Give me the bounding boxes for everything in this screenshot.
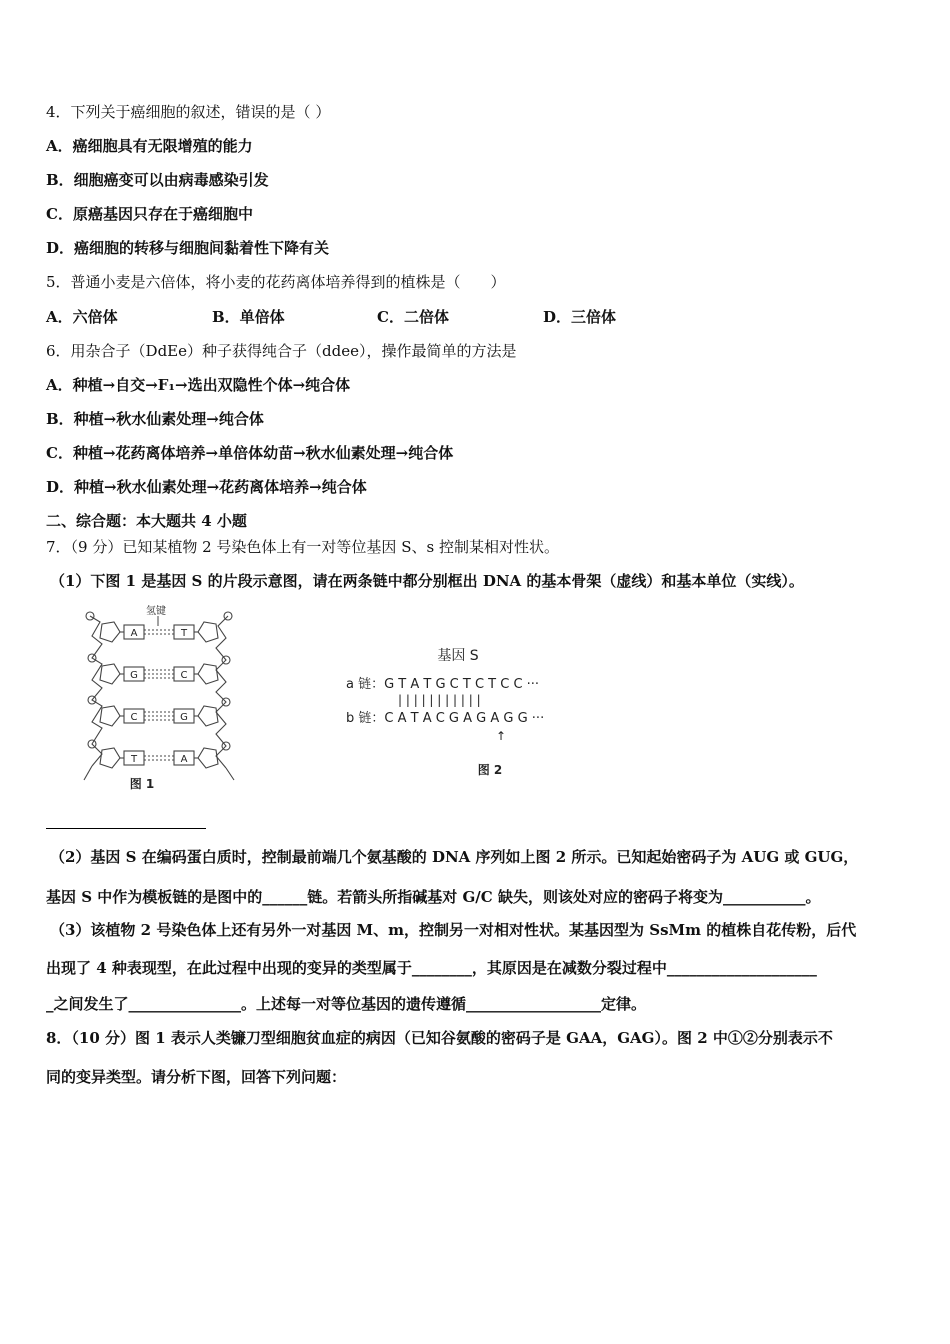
q4-option-a: A．癌细胞具有无限增殖的能力: [46, 137, 253, 155]
hydrogen-bond-label: 氢键: [146, 606, 166, 617]
dna-structure-figure: [80, 604, 240, 794]
b-chain-sequence: b 链：C A T A C G A G A G G ···: [346, 711, 545, 726]
q6-option-a: A．种植→自交→F₁→选出双隐性个体→纯合体: [46, 376, 351, 394]
a-chain-sequence: a 链：G T A T G C T C T C C ···: [346, 677, 540, 692]
base-pair-bonds: | | | | | | | | | | |: [398, 693, 481, 707]
base-label: C: [130, 712, 138, 723]
q8-line1: 8．（10 分）图 1 表示人类镰刀型细胞贫血症的病因（已知谷氨酸的密码子是 GAA，GAG）。图 2 中①②分别表示不: [46, 1029, 833, 1047]
deoxyribose-pentagon: [198, 748, 218, 768]
q5-option-a: A．六倍体: [46, 308, 118, 326]
q7-part2-line2: 基因 S 中作为模板链的是图中的______链。若箭头所指碱基对 G/C 缺失，则该处对应的密码子将变为___________。: [46, 888, 821, 906]
hydrogen-bond-lines: [144, 630, 174, 760]
base-label: A: [180, 754, 188, 765]
q4-stem: 4．下列关于癌细胞的叙述，错误的是（ ）: [46, 103, 331, 121]
base-label: C: [180, 670, 188, 681]
q6-stem: 6．用杂合子（DdEe）种子获得纯合子（ddee），操作最简单的方法是: [46, 342, 517, 360]
deoxyribose-pentagon: [198, 664, 218, 684]
divider: [46, 828, 206, 829]
figure-1-caption: 图 1: [129, 777, 155, 791]
deoxyribose-pentagon: [100, 706, 120, 726]
q6-option-c: C．种植→花药离体培养→单倍体幼苗→秋水仙素处理→纯合体: [46, 444, 454, 462]
q7-part3-line3: _之间发生了_______________。上述每一对等位基因的遗传遵循__________________定律。: [46, 995, 647, 1013]
q8-line2: 同的变异类型。请分析下图，回答下列问题：: [46, 1068, 347, 1086]
deoxyribose-pentagon: [198, 622, 218, 642]
q7-part3-line1: （3）该植物 2 号染色体上还有另外一对基因 M、m，控制另一对相对性状。某基因型为 SsMm 的植株自花传粉，后代: [50, 921, 857, 939]
base-label: G: [130, 670, 138, 681]
q7-part1: （1）下图 1 是基因 S 的片段示意图，请在两条链中都分别框出 DNA 的基本骨架（虚线）和基本单位（实线）。: [50, 572, 804, 590]
q5-option-d: D．三倍体: [543, 308, 617, 326]
deoxyribose-pentagon: [198, 706, 218, 726]
left-backbone: [84, 612, 120, 780]
figure-2-caption: 图 2: [477, 763, 503, 777]
q4-option-b: B．细胞癌变可以由病毒感染引发: [46, 171, 269, 189]
q4-option-c: C．原癌基因只存在于癌细胞中: [46, 205, 253, 223]
right-backbone: [198, 612, 234, 780]
q5-option-c: C．二倍体: [377, 308, 449, 326]
q5-option-b: B．单倍体: [212, 308, 285, 326]
base-label: T: [130, 754, 138, 765]
deoxyribose-pentagon: [100, 622, 120, 642]
deoxyribose-pentagon: [100, 748, 120, 768]
gene-s-sequence-figure: [340, 640, 600, 780]
q7-part2-line1: （2）基因 S 在编码蛋白质时，控制最前端几个氨基酸的 DNA 序列如上图 2 所示。已知起始密码子为 AUG 或 GUG，: [50, 848, 859, 866]
q5-stem: 5．普通小麦是六倍体，将小麦的花药离体培养得到的植株是（ ）: [46, 273, 506, 291]
deletion-arrow-icon: ↑: [496, 729, 507, 743]
q6-option-d: D．种植→秋水仙素处理→花药离体培养→纯合体: [46, 478, 367, 496]
deoxyribose-pentagon: [100, 664, 120, 684]
q7-part3-line2: 出现了 4 种表现型，在此过程中出现的变异的类型属于________，其原因是在减数分裂过程中____________________: [46, 959, 817, 977]
q4-option-d: D．癌细胞的转移与细胞间黏着性下降有关: [46, 239, 330, 257]
base-label: G: [180, 712, 188, 723]
base-label: A: [130, 628, 138, 639]
section-heading: 二、综合题：本大题共 4 小题: [46, 512, 247, 530]
base-label: T: [180, 628, 188, 639]
q6-option-b: B．种植→秋水仙素处理→纯合体: [46, 410, 264, 428]
q7-stem: 7．（9 分）已知某植物 2 号染色体上有一对等位基因 S、s 控制某相对性状。: [46, 538, 559, 556]
figure-2-title: 基因 S: [437, 648, 479, 664]
